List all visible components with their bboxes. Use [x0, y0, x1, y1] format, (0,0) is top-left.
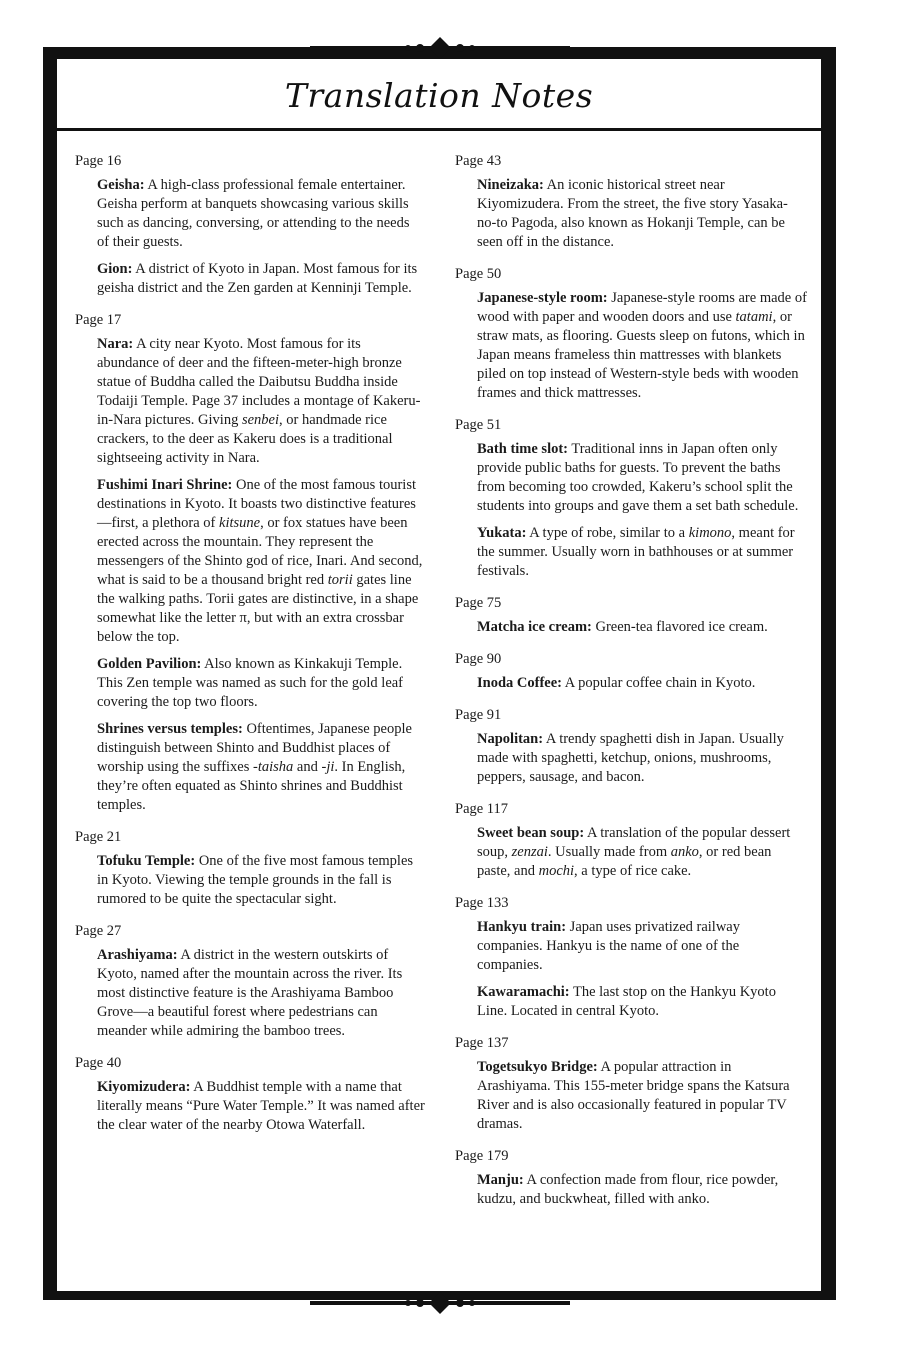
note-entry [477, 730, 807, 787]
note-entry [477, 524, 807, 581]
top-ornament-icon [310, 37, 570, 59]
note-term: Togetsukyo Bridge: [477, 1059, 598, 1075]
note-entry [477, 983, 807, 1021]
page-title: Translation Notes [284, 76, 594, 115]
note-section [455, 152, 807, 252]
note-definition: A popular coffee chain in Kyoto. [561, 675, 756, 691]
page-label: Page 117 [455, 801, 509, 817]
note-term: Bath time slot: [477, 441, 569, 457]
right-column [455, 152, 807, 1222]
note-term: Manju: [477, 1172, 524, 1188]
note-entry [477, 824, 807, 881]
note-term: Nara: [97, 336, 134, 352]
note-entry [97, 335, 425, 468]
note-definition: A district of Kyoto in Japan. Most famous for its geisha district and the Zen garden at Kenninji Temple. [97, 261, 418, 296]
note-definition: , meant for the summer. Usually worn in bathhouses or at summer festivals. [477, 525, 795, 579]
note-italic-term: anko [670, 844, 699, 860]
note-term: Arashiyama: [97, 947, 178, 963]
note-italic-term: kitsune [219, 515, 261, 531]
note-section [75, 828, 425, 909]
note-term: Inoda Coffee: [477, 675, 562, 691]
note-term: Yukata: [477, 525, 527, 541]
note-entry [97, 946, 425, 1041]
page-label: Page 50 [455, 266, 502, 282]
note-entry [477, 1058, 807, 1134]
note-entry [477, 440, 807, 516]
note-term: Nineizaka: [477, 177, 544, 193]
note-definition: . Usually made from [547, 844, 671, 860]
note-definition: Traditional inns in Japan often only provide public baths for guests. To prevent the baths from becoming too crowded, Kakeru’s school split the students into groups and gave them a set bath schedule. [477, 441, 799, 514]
note-section [455, 594, 807, 637]
note-definition: A trendy spaghetti dish in Japan. Usually made with spaghetti, ketchup, onions, mushrooms, peppers, sausage, and bacon. [477, 731, 784, 785]
note-definition: An iconic historical street near Kiyomizudera. From the street, the five story Yasaka-no-to Pagoda, also known as Hokanji Temple, can be seen off in the distance. [477, 177, 788, 250]
note-section [455, 1147, 807, 1209]
note-term: Gion: [97, 261, 133, 277]
note-italic-term: senbei [241, 412, 280, 428]
note-definition: A type of robe, similar to a [526, 525, 689, 541]
note-section [75, 311, 425, 815]
note-term: Geisha: [97, 177, 145, 193]
note-entry [97, 852, 425, 909]
title-band [57, 59, 821, 131]
page-label: Page 90 [455, 651, 502, 667]
note-entry [477, 176, 807, 252]
note-section [455, 416, 807, 581]
note-italic-term: zenzai [511, 844, 548, 860]
note-definition: The last stop on the Hankyu Kyoto Line. Located in central Kyoto. [477, 984, 776, 1019]
note-entry [477, 289, 807, 403]
page-label: Page 51 [455, 417, 502, 433]
note-definition: , a type of rice cake. [574, 863, 692, 879]
note-term: Napolitan: [477, 731, 544, 747]
note-entry [477, 674, 807, 693]
note-entry [477, 1171, 807, 1209]
note-entry [97, 655, 425, 712]
note-entry [97, 720, 425, 815]
note-definition: gates line the walking paths. Torii gates are distinctive, in a shape somewhat like the letter π, but with an extra crossbar below the top. [97, 572, 419, 645]
note-entry [477, 918, 807, 975]
note-definition: , or fox statues have been erected across the mountain. They represent the messengers of the Shinto god of rice, Inari. And second, what is said to be a thousand bright red [97, 515, 423, 588]
note-term: Shrines versus temples: [97, 721, 243, 737]
page-label: Page 16 [75, 153, 122, 169]
note-italic-term: -ji [321, 759, 335, 775]
note-definition: Japan uses privatized railway companies. Hankyu is the name of one of the companies. [477, 919, 740, 973]
note-italic-term: tatami [735, 309, 773, 325]
note-entry [477, 618, 807, 637]
note-definition: , or straw mats, as flooring. Guests sleep on futons, which in Japan means frameless thin mattresses with blankets piled on top instead of Western-style beds with wooden frames and thick mattresses. [477, 309, 805, 401]
note-section [455, 800, 807, 881]
note-section [455, 894, 807, 1021]
note-italic-term: torii [327, 572, 353, 588]
note-term: Kawaramachi: [477, 984, 570, 1000]
note-definition: A confection made from flour, rice powder, kudzu, and buckwheat, filled with anko. [477, 1172, 779, 1207]
note-italic-term: -taisha [253, 759, 294, 775]
note-definition: A translation of the popular dessert soup, [477, 825, 791, 860]
note-definition: A popular attraction in Arashiyama. This 155-meter bridge spans the Katsura River and is also occasionally featured in popular TV dramas. [477, 1059, 790, 1132]
note-definition: A Buddhist temple with a name that literally means “Pure Water Temple.” It was named after the clear water of the nearby Otowa Waterfall. [97, 1079, 425, 1133]
note-section [75, 922, 425, 1041]
note-definition: Green-tea flavored ice cream. [591, 619, 768, 635]
note-definition: and [293, 759, 322, 775]
note-term: Kiyomizudera: [97, 1079, 191, 1095]
note-term: Fushimi Inari Shrine: [97, 477, 233, 493]
note-section [455, 650, 807, 693]
page-label: Page 133 [455, 895, 509, 911]
note-italic-term: kimono [688, 525, 732, 541]
note-definition: One of the most famous tourist destinations in Kyoto. It boasts two distinctive features—first, a plethora of [97, 477, 417, 531]
note-term: Golden Pavilion: [97, 656, 202, 672]
note-section [75, 1054, 425, 1135]
note-entry [97, 476, 425, 647]
note-definition: Japanese-style rooms are made of wood with paper and wooden doors and use [477, 290, 807, 325]
note-entry [97, 176, 425, 252]
page-label: Page 91 [455, 707, 502, 723]
note-term: Matcha ice cream: [477, 619, 592, 635]
note-definition: One of the five most famous temples in Kyoto. Viewing the temple grounds in the fall is rumored to be quite the spectacular sight. [97, 853, 414, 907]
bottom-ornament-icon [310, 1292, 570, 1314]
note-definition: Oftentimes, Japanese people distinguish between Shinto and Buddhist places of worship using the suffixes [97, 721, 412, 775]
page-label: Page 17 [75, 312, 122, 328]
page-label: Page 27 [75, 923, 122, 939]
note-term: Sweet bean soup: [477, 825, 585, 841]
note-section [75, 152, 425, 298]
left-column [75, 152, 425, 1148]
note-section [455, 1034, 807, 1134]
note-definition: A district in the western outskirts of Kyoto, named after the mountain across the river. Its most distinctive feature is the Arashiyama Bamboo Grove—a beautiful forest where pedestrians can meander while admiring the bamboo trees. [97, 947, 403, 1039]
note-section [455, 706, 807, 787]
note-term: Japanese-style room: [477, 290, 608, 306]
note-definition: A high-class professional female entertainer. Geisha perform at banquets showcasing various skills such as dancing, conversing, or attending to the needs of their guests. [97, 177, 410, 250]
note-section [455, 265, 807, 403]
page-label: Page 137 [455, 1035, 509, 1051]
note-italic-term: mochi [538, 863, 575, 879]
note-entry [97, 1078, 425, 1135]
note-term: Hankyu train: [477, 919, 567, 935]
note-definition: . In English, they’re often equated as Shinto shrines and Buddhist temples. [97, 759, 406, 813]
page-label: Page 43 [455, 153, 502, 169]
note-term: Tofuku Temple: [97, 853, 196, 869]
note-definition: Also known as Kinkakuji Temple. This Zen temple was named as such for the gold leaf covering the top two floors. [97, 656, 404, 710]
page-label: Page 75 [455, 595, 502, 611]
page-label: Page 179 [455, 1148, 509, 1164]
note-definition: A city near Kyoto. Most famous for its abundance of deer and the fifteen-meter-high bronze statue of Buddha called the Daibutsu Buddha inside Todaiji Temple. Page 37 includes a montage of Kakeru-in-Nara pictures. Giving [97, 336, 421, 428]
page-label: Page 40 [75, 1055, 122, 1071]
note-entry [97, 260, 425, 298]
note-definition: , or red bean paste, and [477, 844, 772, 879]
page-label: Page 21 [75, 829, 122, 845]
note-definition: , or handmade rice crackers, to the deer as Kakeru does is a traditional sightseeing activity in Nara. [97, 412, 393, 466]
